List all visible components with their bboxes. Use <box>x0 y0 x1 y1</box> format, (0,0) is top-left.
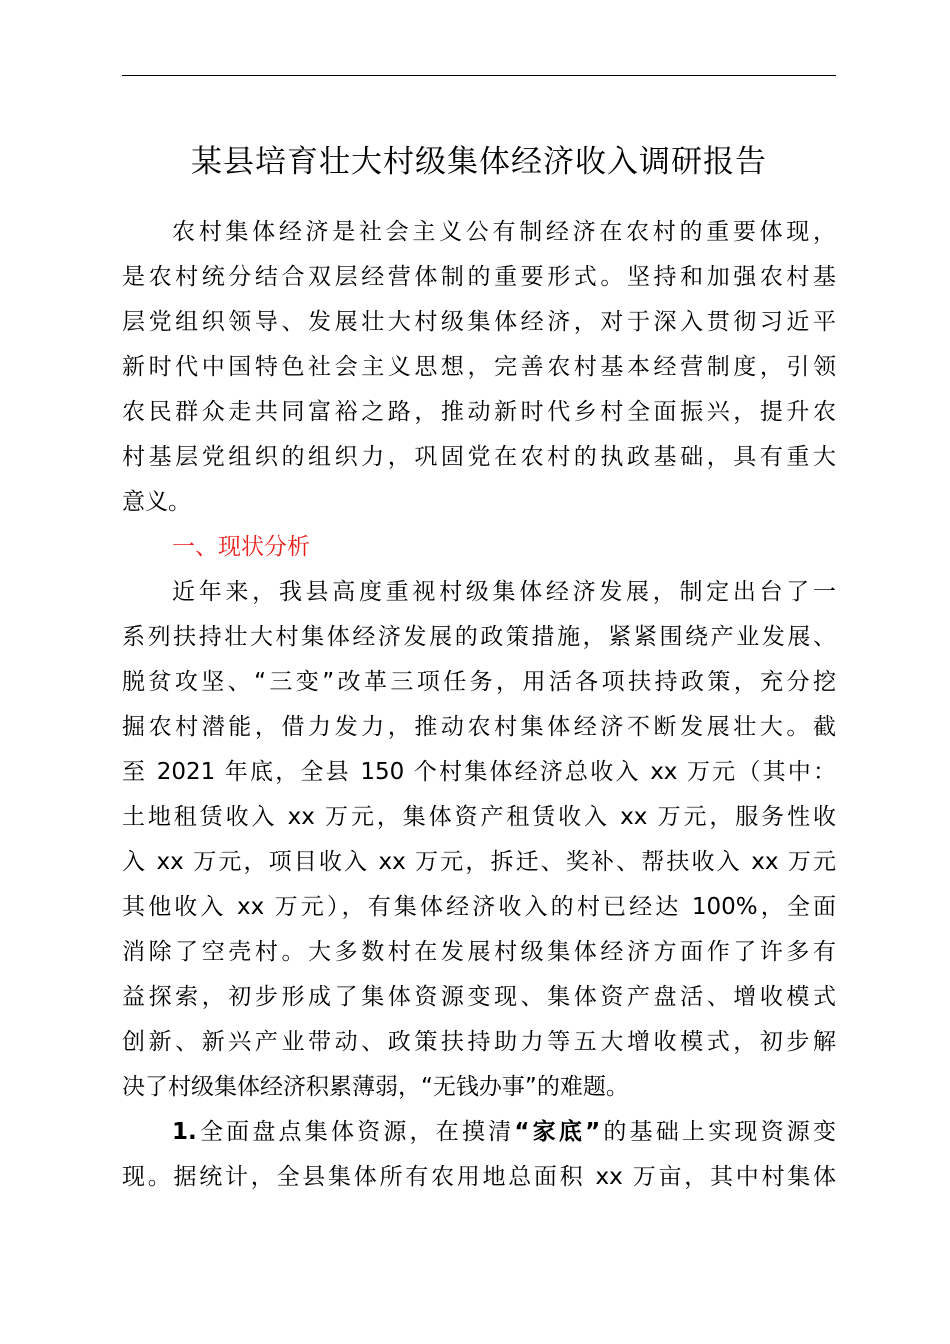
item-1-first-line-head: 全面盘点集体资源，在摸清 <box>196 1119 515 1145</box>
intro-line-2: 是农村统分结合双层经营体制的重要形式。坚持和加强农村基 <box>122 264 836 290</box>
analysis-line-1: 近年来，我县高度重视村级集体经济发展，制定出台了一 <box>172 579 836 605</box>
analysis-line-9: 消除了空壳村。大多数村在发展村级集体经济方面作了许多有 <box>122 939 836 965</box>
header-rule <box>122 75 836 76</box>
intro-line-3: 层党组织领导、发展壮大村级集体经济，对于深入贯彻习近平 <box>122 309 836 335</box>
analysis-line-6: 土地租赁收入 xx 万元，集体资产租赁收入 xx 万元，服务性收 <box>122 804 836 830</box>
intro-line-6: 村基层党组织的组织力，巩固党在农村的执政基础，具有重大 <box>122 444 836 470</box>
section-heading-status-analysis: 一、现状分析 <box>172 534 310 560</box>
item-1-number: 1. <box>172 1119 197 1145</box>
analysis-paragraph <box>122 570 836 1110</box>
analysis-line-11: 创新、新兴产业带动、政策扶持助力等五大增收模式，初步解 <box>122 1029 836 1055</box>
item-1-first-line-bold: “家底” <box>514 1119 601 1145</box>
analysis-line-4: 掘农村潜能，借力发力，推动农村集体经济不断发展壮大。截 <box>122 714 836 740</box>
analysis-line-10: 益探索，初步形成了集体资源变现、集体资产盘活、增收模式 <box>122 984 836 1010</box>
item-1-line-2: 现。据统计，全县集体所有农用地总面积 xx 万亩，其中村集体 <box>122 1164 836 1190</box>
document-title: 某县培育壮大村级集体经济收入调研报告 <box>191 144 767 180</box>
item-1-first-line <box>122 1110 836 1155</box>
analysis-line-3: 脱贫攻坚、“三变”改革三项任务，用活各项扶持政策，充分挖 <box>122 669 836 695</box>
intro-paragraph <box>122 210 836 525</box>
item-1-first-line-tail: 的基础上实现资源变 <box>600 1119 837 1145</box>
analysis-line-12: 决了村级集体经济积累薄弱，“无钱办事”的难题。 <box>122 1074 629 1100</box>
intro-line-5: 农民群众走共同富裕之路，推动新时代乡村全面振兴，提升农 <box>122 399 836 425</box>
analysis-line-7: 入 xx 万元，项目收入 xx 万元，拆迁、奖补、帮扶收入 xx 万元 <box>122 849 836 875</box>
analysis-line-5: 至 2021 年底，全县 150 个村集体经济总收入 xx 万元（其中： <box>122 759 836 785</box>
analysis-line-2: 系列扶持壮大村集体经济发展的政策措施，紧紧围绕产业发展、 <box>122 624 836 650</box>
intro-line-7: 意义。 <box>122 489 191 515</box>
document-body <box>122 210 836 1200</box>
item-1-paragraph <box>122 1110 836 1200</box>
analysis-line-8: 其他收入 xx 万元），有集体经济收入的村已经达 100%，全面 <box>122 894 836 920</box>
intro-line-4: 新时代中国特色社会主义思想，完善农村基本经营制度，引领 <box>122 354 836 380</box>
intro-line-1: 农村集体经济是社会主义公有制经济在农村的重要体现， <box>172 219 836 245</box>
